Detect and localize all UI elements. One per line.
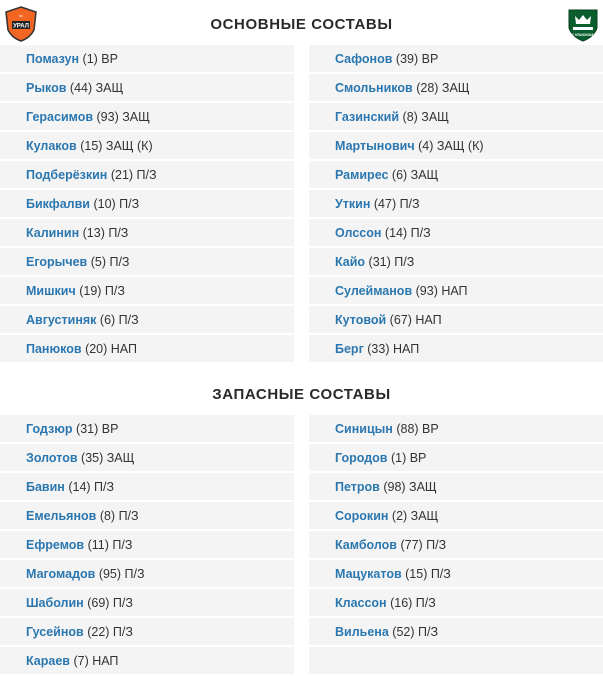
player-info: (21) П/З: [110, 168, 157, 182]
list-item: [0, 415, 294, 444]
player-name[interactable]: Помазун: [26, 52, 80, 66]
list-item: [309, 335, 603, 364]
list-item: [0, 45, 294, 74]
list-item: [0, 74, 294, 103]
player-name[interactable]: Городов: [335, 451, 388, 465]
list-item: [309, 161, 603, 190]
player-info: (5) П/З: [90, 255, 130, 269]
player-info: (77) П/З: [400, 538, 447, 552]
player-name[interactable]: Мартынович: [335, 139, 415, 153]
player-name[interactable]: Герасимов: [26, 110, 94, 124]
list-item: [309, 248, 603, 277]
home-starting-list: [0, 45, 294, 364]
player-info: (16) П/З: [390, 596, 436, 610]
list-item: [309, 473, 603, 502]
player-name[interactable]: Емельянов: [26, 509, 97, 523]
player-info: (10) П/З: [93, 197, 140, 211]
player-info: (22) П/З: [87, 625, 133, 639]
list-item: [309, 415, 603, 444]
player-info: (52) П/З: [392, 625, 438, 639]
player-name[interactable]: Бавин: [26, 480, 65, 494]
player-info: (1) ВР: [82, 52, 118, 66]
away-starting-list: [309, 45, 603, 364]
list-item: [0, 277, 294, 306]
list-item: [309, 277, 603, 306]
player-info: (28) ЗАЩ: [416, 81, 470, 95]
list-item: [0, 560, 294, 589]
svg-text:УРАЛ: УРАЛ: [13, 23, 29, 30]
player-info: (33) НАП: [367, 342, 420, 356]
player-info: (7) НАП: [73, 654, 119, 668]
list-item: [0, 502, 294, 531]
player-info: (8) П/З: [99, 509, 139, 523]
list-item: [0, 335, 294, 364]
list-item: [309, 444, 603, 473]
list-item: [0, 161, 294, 190]
list-item: [309, 132, 603, 161]
player-info: (31) П/З: [368, 255, 415, 269]
player-info: (69) П/З: [87, 596, 133, 610]
list-item: [0, 647, 294, 676]
player-info: (39) ВР: [395, 52, 439, 66]
player-info: (11) П/З: [87, 538, 133, 552]
substitutes-title: ЗАПАСНЫЕ СОСТАВЫ: [212, 386, 391, 403]
player-name[interactable]: Газинский: [335, 110, 400, 124]
player-info: (19) П/З: [79, 284, 125, 298]
list-item: [0, 248, 294, 277]
list-item: [0, 306, 294, 335]
player-info: (88) ВР: [396, 422, 439, 436]
player-name[interactable]: Синицын: [335, 422, 393, 436]
list-item: [0, 589, 294, 618]
player-info: (31) ВР: [76, 422, 119, 436]
list-item: [309, 190, 603, 219]
svg-text:ФК: ФК: [18, 14, 24, 18]
player-name[interactable]: Шаболин: [26, 596, 84, 610]
list-item: [309, 560, 603, 589]
player-info: (14) П/З: [384, 226, 431, 240]
player-name[interactable]: Рыков: [26, 81, 67, 95]
player-name[interactable]: Магомадов: [26, 567, 96, 581]
player-name[interactable]: Смольников: [335, 81, 413, 95]
player-name[interactable]: Кайо: [335, 255, 366, 269]
player-info: (2) ЗАЩ: [391, 509, 439, 523]
list-item: [0, 444, 294, 473]
list-item: [0, 473, 294, 502]
player-name[interactable]: Сорокин: [335, 509, 389, 523]
list-item: [309, 103, 603, 132]
list-item: [0, 190, 294, 219]
player-name[interactable]: Кутовой: [335, 313, 387, 327]
player-name[interactable]: Уткин: [335, 197, 371, 211]
player-name[interactable]: Панюков: [26, 342, 82, 356]
list-item: [0, 618, 294, 647]
player-name[interactable]: Егорычев: [26, 255, 88, 269]
list-item: [309, 74, 603, 103]
player-name[interactable]: Классон: [335, 596, 387, 610]
away-substitutes-list: [309, 415, 603, 676]
player-info: (1) ВР: [390, 451, 427, 465]
player-info: (98) ЗАЩ: [383, 480, 437, 494]
player-name[interactable]: Олссон: [335, 226, 382, 240]
player-name[interactable]: Кулаков: [26, 139, 77, 153]
player-name[interactable]: Подберёзкин: [26, 168, 108, 182]
home-substitutes-list: [0, 415, 294, 676]
player-name[interactable]: Мацукатов: [335, 567, 402, 581]
player-info: (20) НАП: [85, 342, 137, 356]
list-item: [309, 618, 603, 647]
svg-text:FC KRASNODAR: FC KRASNODAR: [570, 33, 596, 37]
player-info: (47) П/З: [373, 197, 420, 211]
player-info: (95) П/З: [98, 567, 145, 581]
player-info: (6) ЗАЩ: [391, 168, 439, 182]
player-name[interactable]: Гусейнов: [26, 625, 84, 639]
player-info: (15) П/З: [405, 567, 451, 581]
player-name[interactable]: Вильена: [335, 625, 389, 639]
player-info: (14) П/З: [68, 480, 115, 494]
list-item: [309, 589, 603, 618]
player-info: (93) ЗАЩ: [96, 110, 150, 124]
player-name[interactable]: Годзюр: [26, 422, 73, 436]
player-info: (35) ЗАЩ: [81, 451, 135, 465]
list-item: [309, 531, 603, 560]
player-info: (15) ЗАЩ (К): [80, 139, 153, 153]
player-info: (8) ЗАЩ: [402, 110, 449, 124]
list-item: [309, 306, 603, 335]
list-item: [0, 103, 294, 132]
player-name[interactable]: Калинин: [26, 226, 80, 240]
player-info: (6) П/З: [99, 313, 139, 327]
player-name[interactable]: Камболов: [335, 538, 397, 552]
player-info: (67) НАП: [389, 313, 442, 327]
player-info: (93) НАП: [415, 284, 468, 298]
player-info: (13) П/З: [82, 226, 129, 240]
player-name[interactable]: Петров: [335, 480, 380, 494]
player-name[interactable]: Бикфалви: [26, 197, 90, 211]
player-name[interactable]: Ефремов: [26, 538, 85, 552]
player-name[interactable]: Сафонов: [335, 52, 393, 66]
list-item-empty: [309, 647, 603, 676]
list-item: [0, 132, 294, 161]
list-item: [309, 219, 603, 248]
player-name[interactable]: Мишкич: [26, 284, 76, 298]
player-name[interactable]: Берг: [335, 342, 364, 356]
player-name[interactable]: Караев: [26, 654, 70, 668]
player-name[interactable]: Золотов: [26, 451, 78, 465]
starting-lineups-title: ОСНОВНЫЕ СОСТАВЫ: [210, 16, 393, 33]
list-item: [309, 502, 603, 531]
player-info: (4) ЗАЩ (К): [418, 139, 484, 153]
player-name[interactable]: Рамирес: [335, 168, 389, 182]
list-item: [0, 219, 294, 248]
player-info: (44) ЗАЩ: [69, 81, 124, 95]
list-item: [309, 45, 603, 74]
player-name[interactable]: Сулейманов: [335, 284, 413, 298]
list-item: [0, 531, 294, 560]
player-name[interactable]: Августиняк: [26, 313, 97, 327]
